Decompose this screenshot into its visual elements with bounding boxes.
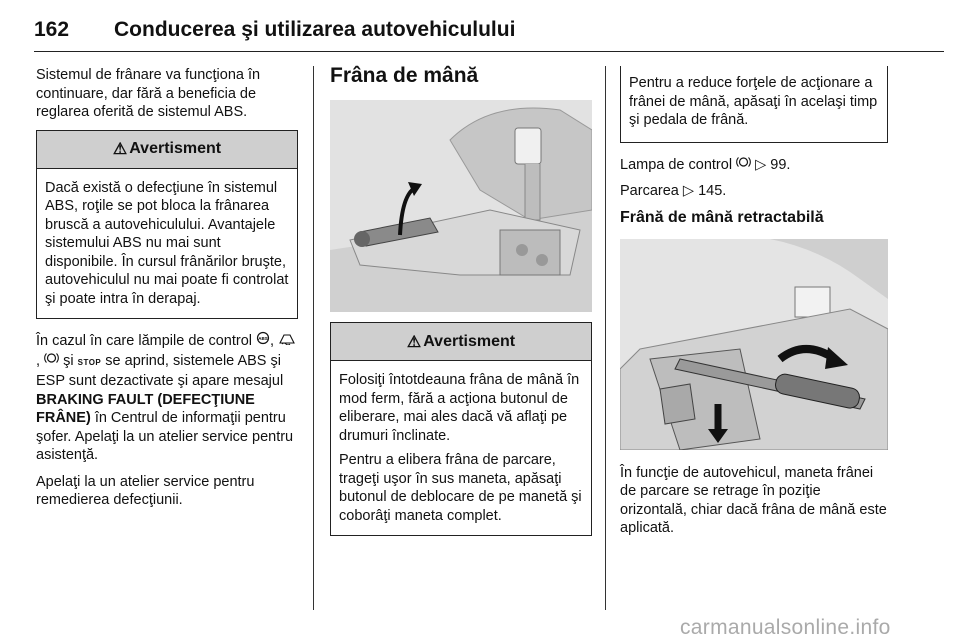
svg-text:ABS: ABS [258, 336, 268, 341]
watermark: carmanualsonline.info [680, 616, 891, 639]
warning-text: Dacă există o defecţiune în sistemul ABS, roţile se pot bloca la frânarea bruscă a autovehiculului. Avantajele sistemului ABS nu mai sunt disponibile. În cursul frânărilor bruşte, autovehiculul nu mai poate fi controlat şi poate intra în derapaj. [45, 179, 289, 307]
parking-reference: Parcarea ▷ 145. [620, 183, 727, 199]
reference-arrow-icon: ▷ [682, 183, 695, 199]
abs-warning-box [36, 130, 298, 320]
warning-text-1: Folosiţi întotdeauna frâna de mână în mod ferm, fără a acţiona butonul de eliberare, mai ales dacă vă aflaţi pe drumuri înclinate. [339, 372, 580, 444]
section-title-parking-brake: Frâna de mână [330, 64, 479, 87]
parking-brake-figure [330, 100, 592, 312]
column-divider [605, 66, 606, 610]
retractable-brake-figure [620, 239, 888, 450]
column-2 [330, 66, 592, 548]
warning-triangle-icon: ⚠ [406, 333, 422, 351]
warning-header [37, 131, 297, 169]
service-paragraph: Apelaţi la un atelier service pentru remedierea defecţiunii. [36, 473, 255, 508]
brake-pedal-note: Pentru a reduce forţele de acţionare a frânei de mână, apăsaţi în acelaşi timp şi pedala de frână. [629, 75, 878, 128]
brake-pedal-note-box [620, 66, 888, 143]
retractable-brake-text: În funcţie de autovehicul, maneta frânei de parcare se retrage în poziţie orizontală, chiar dacă frâna de mână este aplicată. [620, 464, 887, 536]
warning-title: Avertisment [129, 140, 222, 157]
control-lamps-paragraph: În cazul în care lămpile de control ABS , , şi STOP se aprind, sistemele ABS şi ESP sunt dezactivate şi apare mesajul BRAKING FAULT (DEFECŢIUNE FRÂNE) în Centrul de informaţii pentru şofer. Apelaţi la un atelier service pentru asistenţă. [36, 331, 298, 465]
brake-lamp-icon [736, 155, 751, 175]
lamp-reference: Lampa de control ▷ 99. [620, 156, 791, 173]
abs-intro-paragraph: Sistemul de frânare va funcţiona în continuare, dar fără a beneficia de reglarea oferită de sistemul ABS. [36, 67, 261, 120]
page-number: 162 [34, 18, 70, 41]
page-link-145[interactable]: 145. [698, 183, 727, 199]
parking-brake-warning-box [330, 322, 592, 536]
reference-arrow-icon: ▷ [755, 156, 767, 173]
brake-lamp-icon [44, 351, 59, 371]
retractable-brake-subtitle: Frână de mână retractabilă [620, 208, 824, 226]
page-header [34, 8, 944, 52]
stop-lamp-icon: STOP [77, 357, 102, 367]
abs-lamp-icon [256, 331, 270, 351]
warning-title: Avertisment [423, 332, 516, 350]
column-3 [620, 66, 888, 546]
warning-triangle-icon: ⚠ [112, 141, 128, 158]
column-1 [36, 66, 298, 518]
warning-header [331, 323, 591, 361]
braking-fault-message: BRAKING FAULT (DEFECŢIUNE FRÂNE) [36, 391, 255, 426]
chapter-title: Conducerea şi utilizarea autovehiculului [114, 18, 516, 41]
warning-text-2: Pentru a elibera frâna de parcare, trageţi uşor în sus maneta, apăsaţi butonul de deblocare de pe manetă şi coborâţi maneta complet. [339, 452, 582, 524]
column-divider [313, 66, 314, 610]
esp-lamp-icon [278, 332, 296, 351]
page-link-99[interactable]: 99. [770, 156, 791, 173]
